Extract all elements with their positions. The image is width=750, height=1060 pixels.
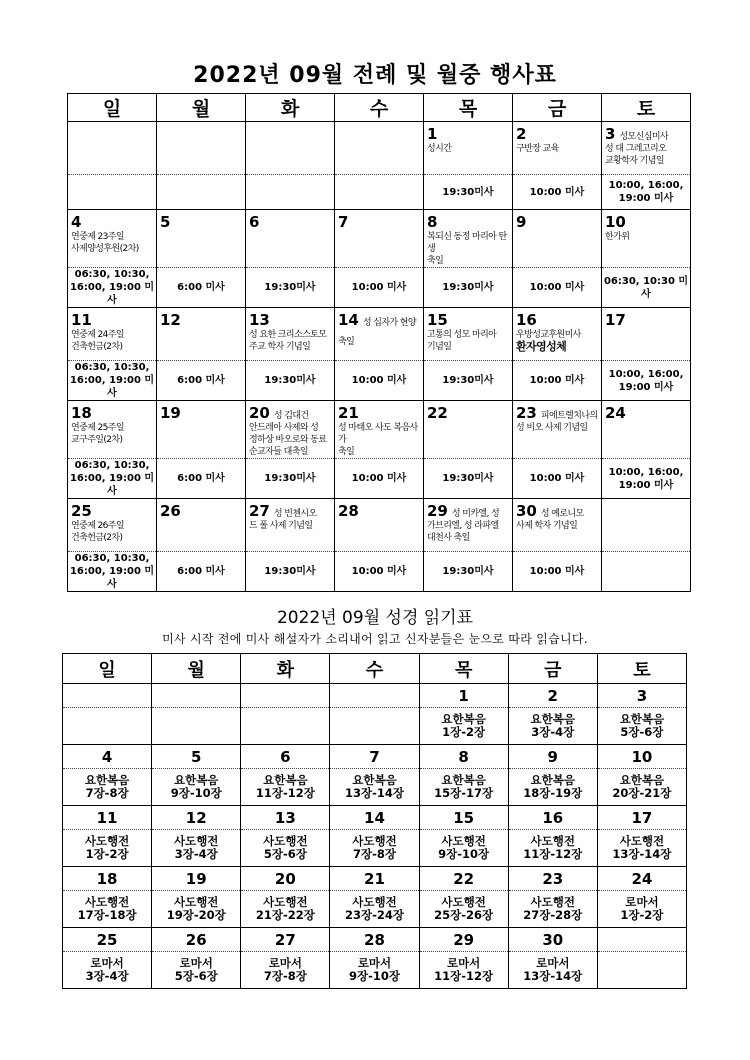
reading-date: 3 [597, 684, 686, 708]
reading-text: 사도행전 19장-20장 [152, 891, 241, 928]
mass-time: 10:00 미사 [335, 268, 424, 308]
calendar-cell [602, 122, 691, 175]
reading-text: 사도행전 21장-22장 [241, 891, 330, 928]
event-text: 연중제 24주일 [71, 330, 124, 340]
date-line [427, 403, 510, 422]
date-number: 5 [160, 213, 171, 231]
reading-date-row [63, 928, 687, 952]
event-text: 축일 [338, 447, 355, 457]
mass-time: 19:30미사 [424, 175, 513, 210]
date-line [249, 403, 332, 422]
calendar-cell [602, 499, 691, 552]
mass-time: 6:00 미사 [157, 361, 246, 401]
day-header: 월 [152, 654, 241, 684]
reading-date: 18 [63, 867, 152, 891]
reading-text: 사도행전 7장-8장 [330, 830, 419, 867]
calendar-cell [513, 401, 602, 459]
event-text: 고통의 성모 마리아 [427, 330, 497, 340]
calendar-cell [246, 210, 335, 268]
date-number: 29 [427, 502, 448, 520]
day-header: 수 [330, 654, 419, 684]
mass-time [246, 175, 335, 210]
reading-text: 요한복음 13장-14장 [330, 769, 419, 806]
reading-text: 로마서 13장-14장 [508, 952, 597, 989]
mass-time: 6:00 미사 [157, 268, 246, 308]
date-number: 9 [516, 213, 527, 231]
reading-date: 8 [419, 745, 508, 769]
reading-text: 로마서 11장-12장 [419, 952, 508, 989]
event-text: 연중제 26주일 [71, 521, 124, 531]
week-mass-row [68, 268, 691, 308]
reading-subtitle: 미사 시작 전에 미사 해설자가 소리내어 읽고 신자분들은 눈으로 따라 읽습니다. [162, 632, 588, 646]
event-text: 연중제 25주일 [71, 423, 124, 433]
reading-text: 사도행전 5장-6장 [241, 830, 330, 867]
reading-date: 19 [152, 867, 241, 891]
mass-time: 10:00 미사 [335, 552, 424, 592]
date-number: 27 [249, 502, 270, 520]
date-number: 8 [427, 213, 438, 231]
calendar-cell [335, 122, 424, 175]
date-line [427, 124, 510, 143]
calendar-cell [157, 401, 246, 459]
reading-text: 사도행전 11장-12장 [508, 830, 597, 867]
event-text: 건축헌금(2차) [71, 533, 123, 543]
reading-text: 사도행전 1장-2장 [63, 830, 152, 867]
reading-date: 9 [508, 745, 597, 769]
calendar-cell [424, 122, 513, 175]
date-number: 19 [160, 404, 181, 422]
reading-header-row [63, 654, 687, 684]
date-number: 30 [516, 502, 537, 520]
week-events-row [68, 122, 691, 175]
event-text: 정하상 바오로와 동료 [249, 435, 327, 445]
date-number: 26 [160, 502, 181, 520]
date-number: 6 [249, 213, 260, 231]
date-number: 14 [338, 311, 359, 329]
calendar-cell [68, 401, 157, 459]
day-header: 목 [419, 654, 508, 684]
event-text: 사제 학자 기념일 [516, 521, 578, 531]
date-line [516, 212, 599, 231]
calendar-cell [246, 122, 335, 175]
calendar-cell [602, 210, 691, 268]
week-events-row [68, 401, 691, 459]
date-number: 1 [427, 125, 438, 143]
reading-text: 로마서 9장-10장 [330, 952, 419, 989]
event-text: 교황학자 기념일 [605, 156, 664, 166]
reading-date: 13 [241, 806, 330, 830]
reading-text: 사도행전 23장-24장 [330, 891, 419, 928]
reading-text: 요한복음 18장-19장 [508, 769, 597, 806]
mass-time: 19:30미사 [424, 552, 513, 592]
reading-text: 요한복음 1장-2장 [419, 708, 508, 745]
reading-date: 25 [63, 928, 152, 952]
reading-text-row [63, 891, 687, 928]
reading-text: 요한복음 11장-12장 [241, 769, 330, 806]
reading-text: 사도행전 13장-14장 [597, 830, 686, 867]
reading-date: 10 [597, 745, 686, 769]
calendar-cell [424, 308, 513, 361]
date-line [605, 403, 688, 422]
event-text: 드 폴 사제 기념일 [249, 521, 313, 531]
reading-date: 12 [152, 806, 241, 830]
mass-time: 06:30, 10:30 미사 [602, 268, 691, 308]
calendar-cell [68, 210, 157, 268]
reading-date: 26 [152, 928, 241, 952]
date-line [427, 212, 510, 231]
reading-text [152, 708, 241, 745]
reading-date: 11 [63, 806, 152, 830]
week-events-row [68, 210, 691, 268]
date-line [249, 212, 332, 231]
calendar-cell [335, 499, 424, 552]
mass-time: 19:30미사 [424, 361, 513, 401]
reading-text [241, 708, 330, 745]
day-header: 일 [68, 94, 157, 122]
mass-time: 19:30미사 [246, 361, 335, 401]
calendar-cell [335, 308, 424, 361]
reading-text-row [63, 952, 687, 989]
date-number: 20 [249, 404, 270, 422]
calendar-cell [68, 122, 157, 175]
event-text: 성 예로니모 [540, 509, 584, 519]
date-line [249, 501, 332, 520]
day-header: 화 [246, 94, 335, 122]
event-text: 교구주일(2차) [71, 435, 123, 445]
day-header: 화 [241, 654, 330, 684]
day-header: 목 [424, 94, 513, 122]
event-text-bold: 환자영성체 [516, 340, 567, 353]
day-header: 금 [513, 94, 602, 122]
date-number: 7 [338, 213, 349, 231]
date-number: 21 [338, 404, 359, 422]
date-line [338, 212, 421, 231]
reading-text: 사도행전 9장-10장 [419, 830, 508, 867]
reading-text: 요한복음 20장-21장 [597, 769, 686, 806]
mass-time [335, 175, 424, 210]
date-number: 13 [249, 311, 270, 329]
calendar-header-row [68, 94, 691, 122]
day-header: 토 [602, 94, 691, 122]
reading-date: 14 [330, 806, 419, 830]
reading-date: 5 [152, 745, 241, 769]
reading-date [152, 684, 241, 708]
date-line [605, 124, 688, 143]
week-events-row [68, 308, 691, 361]
week-mass-row [68, 361, 691, 401]
event-text: 성 김대건 [273, 411, 309, 421]
reading-text-row [63, 708, 687, 745]
event-text: 피에트렐치나의 [540, 411, 598, 421]
reading-date: 27 [241, 928, 330, 952]
mass-time [157, 175, 246, 210]
reading-date-row [63, 684, 687, 708]
calendar-cell [246, 499, 335, 552]
event-text: 한가위 [605, 232, 630, 242]
schedule-title: 2022년 09월 전례 및 월중 행사표 [193, 63, 557, 88]
mass-time [68, 175, 157, 210]
date-line [338, 403, 421, 422]
event-text: 대천사 축일 [427, 533, 470, 543]
date-line [160, 212, 243, 231]
event-text: 성 빈첸시오 [273, 509, 317, 519]
event-text: 성모신심미사 [619, 132, 669, 142]
reading-date: 21 [330, 867, 419, 891]
reading-date: 2 [508, 684, 597, 708]
week-mass-row [68, 459, 691, 499]
reading-date: 1 [419, 684, 508, 708]
event-text: 성 미카엘, 성 [451, 509, 500, 519]
reading-text: 로마서 1장-2장 [597, 891, 686, 928]
event-text: 사제양성후원(2차) [71, 244, 139, 254]
calendar-cell [68, 308, 157, 361]
calendar-cell [157, 210, 246, 268]
calendar-cell [157, 308, 246, 361]
date-number: 24 [605, 404, 626, 422]
mass-time: 10:00 미사 [335, 459, 424, 499]
event-text: 우방성교후원미사 [516, 330, 581, 340]
date-number: 25 [71, 502, 92, 520]
calendar-cell [335, 401, 424, 459]
date-number: 12 [160, 311, 181, 329]
mass-time: 10:00, 16:00, 19:00 미사 [602, 361, 691, 401]
reading-date: 16 [508, 806, 597, 830]
calendar-cell [246, 401, 335, 459]
date-line [427, 501, 510, 520]
reading-text-row [63, 769, 687, 806]
mass-time: 10:00 미사 [513, 459, 602, 499]
mass-time: 10:00 미사 [513, 268, 602, 308]
calendar-cell [246, 308, 335, 361]
day-header: 수 [335, 94, 424, 122]
date-line [516, 124, 599, 143]
reading-date-row [63, 745, 687, 769]
mass-time: 6:00 미사 [157, 552, 246, 592]
week-events-row [68, 499, 691, 552]
event-text: 주교 학자 기념일 [249, 342, 311, 352]
reading-date-row [63, 867, 687, 891]
date-number: 10 [605, 213, 626, 231]
mass-time: 10:00, 16:00, 19:00 미사 [602, 459, 691, 499]
reading-text: 로마서 3장-4장 [63, 952, 152, 989]
date-line [338, 310, 421, 348]
calendar-cell [424, 401, 513, 459]
reading-text: 로마서 5장-6장 [152, 952, 241, 989]
reading-date [63, 684, 152, 708]
reading-text: 사도행전 3장-4장 [152, 830, 241, 867]
date-line [516, 310, 599, 329]
reading-text-row [63, 830, 687, 867]
date-line [605, 310, 688, 329]
date-line [249, 310, 332, 329]
mass-time: 10:00 미사 [513, 361, 602, 401]
event-text: 복되신 동정 마리아 탄생 [427, 232, 507, 254]
calendar-cell [68, 499, 157, 552]
event-text: 연중제 23주일 [71, 232, 124, 242]
date-number: 2 [516, 125, 527, 143]
bible-reading-table [62, 653, 687, 989]
mass-time: 10:00, 16:00, 19:00 미사 [602, 175, 691, 210]
event-text: 순교자들 대축일 [249, 447, 308, 457]
mass-time: 19:30미사 [246, 552, 335, 592]
reading-date [241, 684, 330, 708]
date-line [71, 403, 154, 422]
calendar-cell [513, 210, 602, 268]
reading-date-row [63, 806, 687, 830]
date-number: 15 [427, 311, 448, 329]
reading-text [63, 708, 152, 745]
reading-date: 20 [241, 867, 330, 891]
reading-date: 4 [63, 745, 152, 769]
reading-date: 28 [330, 928, 419, 952]
reading-date: 7 [330, 745, 419, 769]
event-text: 성 요한 크리소스토모 [249, 330, 327, 340]
day-header: 일 [63, 654, 152, 684]
calendar-cell [335, 210, 424, 268]
reading-date: 24 [597, 867, 686, 891]
reading-text: 요한복음 15장-17장 [419, 769, 508, 806]
mass-time: 19:30미사 [424, 459, 513, 499]
event-text: 안드레아 사제와 성 [249, 423, 319, 433]
date-number: 4 [71, 213, 82, 231]
calendar-cell [602, 401, 691, 459]
calendar-cell [513, 122, 602, 175]
date-line [516, 403, 599, 422]
reading-text: 사도행전 17장-18장 [63, 891, 152, 928]
reading-date: 30 [508, 928, 597, 952]
week-mass-row [68, 175, 691, 210]
date-line [516, 501, 599, 520]
reading-text [330, 708, 419, 745]
reading-text: 요한복음 9장-10장 [152, 769, 241, 806]
liturgy-calendar-table [67, 93, 691, 592]
reading-text: 요한복음 7장-8장 [63, 769, 152, 806]
date-line [71, 310, 154, 329]
event-text: 성 마태오 사도 복음사가 [338, 423, 418, 445]
event-text: 축일 [427, 256, 444, 266]
date-number: 23 [516, 404, 537, 422]
mass-time: 06:30, 10:30, 16:00, 19:00 미사 [68, 361, 157, 401]
date-number: 17 [605, 311, 626, 329]
event-text: 기념일 [427, 342, 452, 352]
day-header: 토 [597, 654, 686, 684]
date-line [160, 501, 243, 520]
day-header: 월 [157, 94, 246, 122]
date-line [71, 501, 154, 520]
reading-title: 2022년 09월 성경 읽기표 [276, 608, 474, 628]
week-mass-row [68, 552, 691, 592]
reading-date: 22 [419, 867, 508, 891]
mass-time [602, 552, 691, 592]
date-number: 3 [605, 125, 616, 143]
reading-text: 사도행전 25장-26장 [419, 891, 508, 928]
reading-date [330, 684, 419, 708]
reading-date: 17 [597, 806, 686, 830]
reading-date [597, 928, 686, 952]
event-text: 성시간 [427, 144, 452, 154]
day-header: 금 [508, 654, 597, 684]
date-number: 16 [516, 311, 537, 329]
calendar-cell [157, 122, 246, 175]
reading-text [597, 952, 686, 989]
event-text: 성 십자가 현양 축일 [338, 318, 416, 347]
calendar-cell [602, 308, 691, 361]
calendar-cell [513, 499, 602, 552]
reading-text: 사도행전 27장-28장 [508, 891, 597, 928]
event-text: 성 대 그레고리오 [605, 144, 667, 154]
mass-time: 19:30미사 [246, 459, 335, 499]
mass-time: 10:00 미사 [513, 552, 602, 592]
mass-time: 06:30, 10:30, 16:00, 19:00 미사 [68, 268, 157, 308]
mass-time: 10:00 미사 [335, 361, 424, 401]
date-line [71, 212, 154, 231]
mass-time: 10:00 미사 [513, 175, 602, 210]
calendar-cell [513, 308, 602, 361]
reading-date: 23 [508, 867, 597, 891]
date-number: 22 [427, 404, 448, 422]
date-number: 18 [71, 404, 92, 422]
event-text: 가브리엘, 성 라파엘 [427, 521, 499, 531]
date-line [160, 403, 243, 422]
date-line [160, 310, 243, 329]
reading-text: 요한복음 5장-6장 [597, 708, 686, 745]
date-number: 11 [71, 311, 92, 329]
reading-date: 29 [419, 928, 508, 952]
mass-time: 06:30, 10:30, 16:00, 19:00 미사 [68, 552, 157, 592]
calendar-cell [424, 210, 513, 268]
mass-time: 6:00 미사 [157, 459, 246, 499]
reading-date: 15 [419, 806, 508, 830]
date-line [427, 310, 510, 329]
event-text: 구반장 교육 [516, 144, 559, 154]
mass-time: 06:30, 10:30, 16:00, 19:00 미사 [68, 459, 157, 499]
mass-time: 19:30미사 [424, 268, 513, 308]
event-text: 성 비오 사제 기념일 [516, 423, 588, 433]
mass-time: 19:30미사 [246, 268, 335, 308]
date-line [605, 212, 688, 231]
reading-text: 요한복음 3장-4장 [508, 708, 597, 745]
event-text: 건축헌금(2차) [71, 342, 123, 352]
calendar-cell [424, 499, 513, 552]
date-line [338, 501, 421, 520]
reading-date: 6 [241, 745, 330, 769]
calendar-cell [157, 499, 246, 552]
date-number: 28 [338, 502, 359, 520]
reading-text: 로마서 7장-8장 [241, 952, 330, 989]
